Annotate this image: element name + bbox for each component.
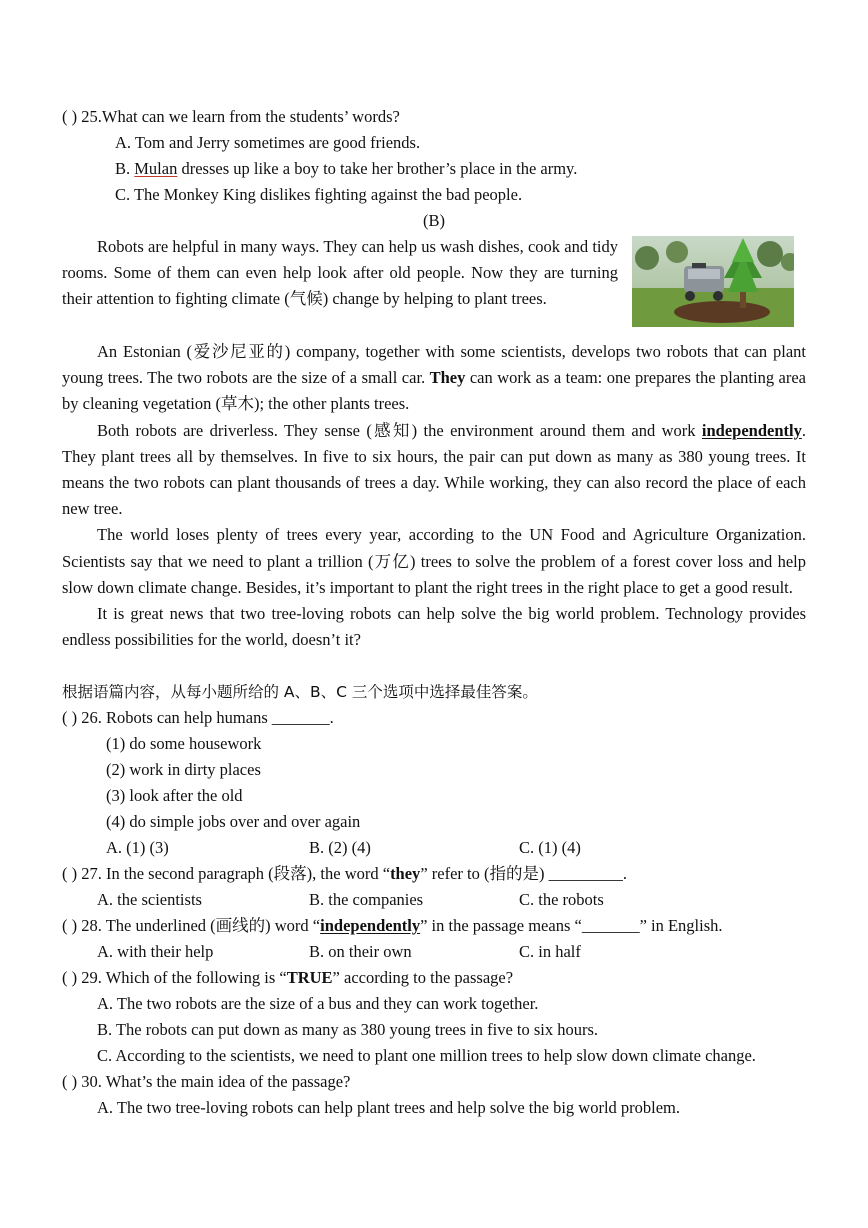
q26-option-a: A. (1) (3) (106, 838, 169, 857)
q27-option-b: B. the companies (309, 890, 424, 909)
q27-keyword: they (390, 864, 421, 883)
q29-keyword: TRUE (286, 968, 333, 987)
q26-item-4: (4) do simple jobs over and over again (106, 812, 361, 831)
q29-option-a: A. The two robots are the size of a bus and they can work together. (97, 994, 539, 1013)
q25-stem: ( ) 25.What can we learn from the students’ words? (62, 107, 400, 126)
q26-option-c: C. (1) (4) (519, 838, 581, 857)
mulan-word: Mulan (134, 159, 178, 178)
q25-option-a: A. Tom and Jerry sometimes are good friends. (115, 133, 421, 152)
q27-option-c: C. the robots (519, 890, 604, 909)
passage-paragraph-4: The world loses plenty of trees every year, according to the UN Food and Agriculture Organization. Scientists say that we need to plant a trillion (万亿) trees to solve the problem of a forest cover loss and help slow down climate change. Besides, it’s important to plant the right trees in the right place to get a good result. (62, 525, 806, 597)
instruction: 根据语篇内容，从每小题所给的 A、B、C 三个选项中选择最佳答案。 (62, 683, 538, 701)
q28-keyword: independently (320, 916, 421, 935)
q26-stem: ( ) 26. Robots can help humans _______. (62, 708, 334, 727)
passage-paragraph-5: It is great news that two tree-loving robots can help solve the big world problem. Technology provides endless possibilities for the world, doesn’t it? (62, 604, 806, 650)
q25-option-b: B. Mulan dresses up like a boy to take her brother’s place in the army. (115, 159, 578, 178)
q30-stem: ( ) 30. What’s the main idea of the passage? (62, 1072, 351, 1091)
q29-option-b: B. The robots can put down as many as 380 young trees in five to six hours. (97, 1020, 599, 1039)
q26-item-3: (3) look after the old (106, 786, 243, 805)
passage-paragraph-1: Robots are helpful in many ways. They can help us wash dishes, cook and tidy rooms. Some of them can even help look after old people. Now they are turning their attention to fighting climate (气候) change by helping to plant trees. (62, 237, 618, 309)
q28-option-b: B. on their own (309, 942, 412, 961)
passage-body (62, 339, 806, 653)
q28-option-a: A. with their help (97, 942, 214, 961)
robot-planting-tree-image (632, 236, 794, 327)
q27-stem: ( ) 27. In the second paragraph (段落), the word “they” refer to (指的是) _________. (62, 864, 627, 883)
q25-option-c: C. The Monkey King dislikes fighting against the bad people. (115, 185, 523, 204)
q26-item-1: (1) do some housework (106, 734, 262, 753)
q27-option-a: A. the scientists (97, 890, 202, 909)
section-label: (B) (423, 211, 445, 230)
q28-stem: ( ) 28. The underlined (画线的) word “independently” in the passage means “_______” in English. (62, 916, 723, 935)
they-word: They (429, 368, 466, 388)
q26-item-2: (2) work in dirty places (106, 760, 261, 779)
passage-paragraph-3: Both robots are driverless. They sense (感知) the environment around them and work independently. They plant trees all by themselves. In five to six hours, the pair can put down as many as 380 young trees. It means the two robots can plant thousands of trees a day. While working, they can also record the place of each new tree. (62, 420, 806, 519)
q29-stem: ( ) 29. Which of the following is “TRUE” according to the passage? (62, 968, 514, 987)
q29-option-c: C. According to the scientists, we need to plant one million trees to help slow down climate change. (97, 1046, 756, 1065)
q26-option-b: B. (2) (4) (309, 838, 371, 857)
independently-word: independently (701, 420, 802, 440)
q28-option-c: C. in half (519, 942, 581, 961)
passage-paragraph-2: An Estonian (爱沙尼亚的) company, together with some scientists, develops two robots that can plant young trees. The two robots are the size of a small car. They can work as a team: one prepares the planting area by cleaning vegetation (草木); the other plants trees. (62, 342, 806, 414)
q30-option-a: A. The two tree-loving robots can help plant trees and help solve the big world problem. (97, 1098, 681, 1117)
